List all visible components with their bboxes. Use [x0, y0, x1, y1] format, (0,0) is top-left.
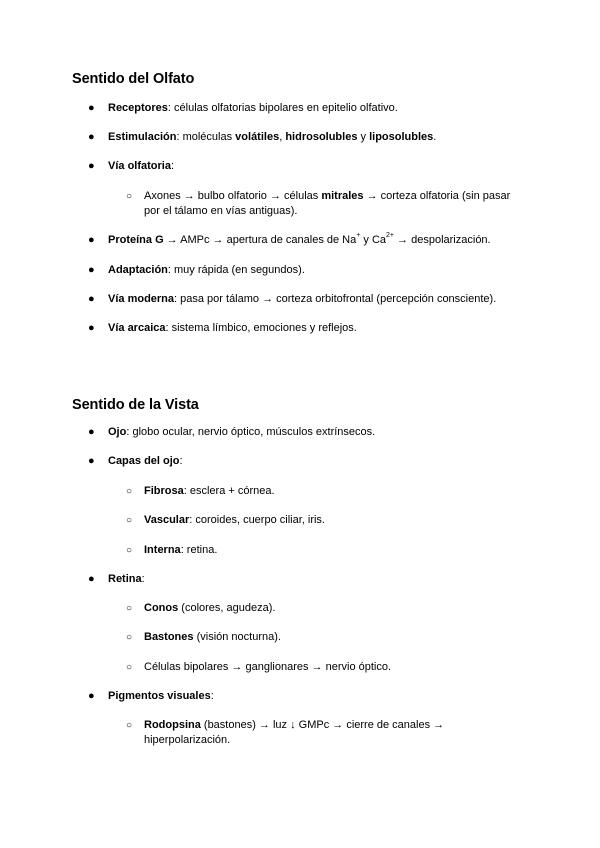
sub-item-rodopsina: Rodopsina (bastones) → luz ↓ GMPc → cierre de canales → hiperpolarización.	[144, 719, 445, 746]
bullet: ●	[88, 426, 95, 438]
bullet: ●	[88, 455, 95, 467]
sub-bullet: ○	[126, 603, 133, 614]
list-item-via-olfatoria: Vía olfatoria:	[108, 160, 175, 172]
sub-bullet: ○	[126, 486, 133, 497]
sub-bullet: ○	[126, 515, 133, 526]
list-item-ojo: Ojo: globo ocular, nervio óptico, músculos extrínsecos.	[108, 426, 376, 438]
bullet: ●	[88, 160, 95, 172]
sub-item-conos: Conos (colores, agudeza).	[144, 602, 276, 614]
bullet: ●	[88, 102, 95, 114]
sub-bullet: ○	[126, 191, 133, 202]
sub-item-celulas-bipolares: Células bipolares → ganglionares → nervio óptico.	[144, 661, 392, 673]
sub-bullet: ○	[126, 632, 133, 643]
list-item-receptores: Receptores: células olfatorias bipolares en epitelio olfativo.	[108, 102, 398, 114]
sub-item-interna: Interna: retina.	[144, 544, 218, 556]
bullet: ●	[88, 293, 95, 305]
bullet: ●	[88, 131, 95, 143]
list-item-adaptacion: Adaptación: muy rápida (en segundos).	[108, 264, 305, 276]
sub-item-vascular: Vascular: coroides, cuerpo ciliar, iris.	[144, 514, 325, 526]
list-item-pigmentos: Pigmentos visuales:	[108, 690, 214, 702]
bullet: ●	[88, 264, 95, 276]
bullet: ●	[88, 690, 95, 702]
bullet: ●	[88, 573, 95, 585]
list-item-proteina-g: Proteína G → AMPc → apertura de canales de Na+ y $Ca^{2+}$ → despolarización.	[108, 232, 491, 246]
list-item-via-moderna: Vía moderna: pasa por tálamo → corteza orbitofrontal (percepción consciente).	[108, 293, 497, 305]
list-item-retina: Retina:	[108, 573, 145, 585]
section-title-olfato: Sentido del Olfato	[72, 71, 195, 87]
list-item-capas: Capas del ojo:	[108, 455, 183, 467]
section-title-vista: Sentido de la Vista	[72, 397, 199, 413]
list-item-via-arcaica: Vía arcaica: sistema límbico, emociones y reflejos.	[108, 322, 357, 334]
sub-bullet: ○	[126, 545, 133, 556]
bullet: ●	[88, 322, 95, 334]
sub-item-axones: Axones → bulbo olfatorio → células mitrales → corteza olfatoria (sin pasar por el tálamo en vías antiguas).	[144, 190, 511, 217]
sub-item-bastones: Bastones (visión nocturna).	[144, 631, 281, 643]
sub-item-fibrosa: Fibrosa: esclera + córnea.	[144, 485, 275, 497]
sub-bullet: ○	[126, 662, 133, 673]
sub-bullet: ○	[126, 720, 133, 731]
bullet: ●	[88, 234, 95, 246]
list-item-estimulacion: Estimulación: moléculas volátiles, hidrosolubles y liposolubles.	[108, 131, 437, 143]
